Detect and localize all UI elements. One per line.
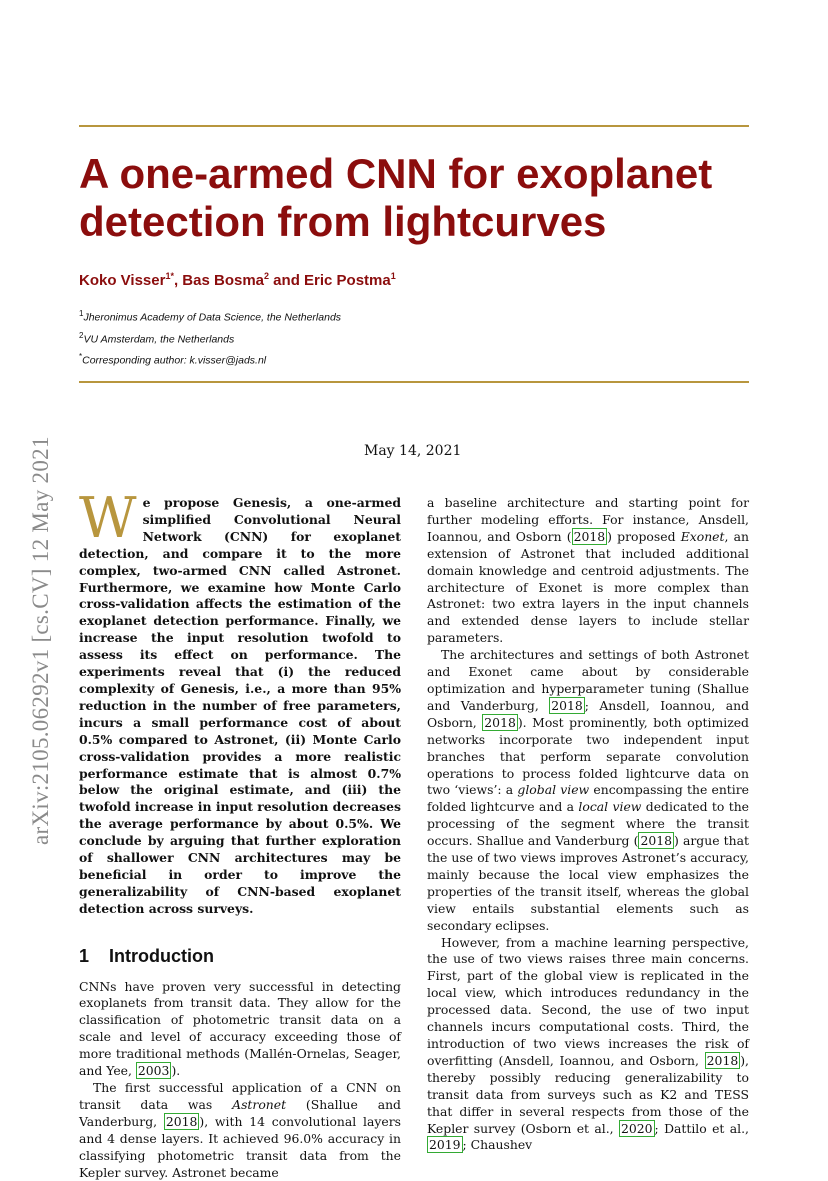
body-text: ; Dattilo et al., bbox=[654, 1120, 749, 1136]
paper-title: A one-armed CNN for exoplanet detection from lightcurves bbox=[79, 150, 713, 245]
body-text: , an extension of Astronet that included additional domain knowledge and centroid adjustments. The architecture of Exonet is more complex than Astronet: two extra layers in the input channels and extended dense layers to include stellar parameters. bbox=[427, 528, 749, 646]
arxiv-stamp bbox=[24, 350, 54, 850]
arxiv-id: arXiv:2105.06292v1 [cs.CV] 12 May 2021 bbox=[28, 436, 53, 845]
emphasis-text: Exonet bbox=[680, 528, 725, 544]
body-text: However, from a machine learning perspective, the use of two views raises three main concerns. First, part of the global view is replicated in the local view, which introduces redundancy in the processed data. Second, the use of two input channels incurs computational costs. Third, the introduction of two views increases the risk of overfitting (Ansdell, Ioannou, and Osborn, bbox=[427, 934, 749, 1068]
abstract-dropcap: W bbox=[79, 486, 137, 551]
author-separator: , bbox=[173, 272, 183, 289]
emphasis-text: Astronet bbox=[232, 1096, 287, 1112]
affiliation-item bbox=[79, 348, 341, 370]
section-number: 1 bbox=[79, 945, 90, 966]
author-mark: 2 bbox=[264, 271, 270, 281]
author-list bbox=[79, 271, 396, 289]
citation-link[interactable]: 2018 bbox=[484, 714, 516, 730]
body-text: ; Chaushev bbox=[462, 1137, 533, 1153]
citation-link[interactable]: 2019 bbox=[429, 1137, 461, 1153]
citation-link[interactable]: 2018 bbox=[573, 528, 606, 544]
body-text: CNNs have proven very successful in detecting exoplanets from transit data. They allow for the classification of photometric transit data on a scale and level of accuracy exceeding those of more traditional methods (Mallén-Ornelas, Seager, and Yee, bbox=[79, 978, 401, 1079]
emphasis-text: global view bbox=[517, 782, 590, 798]
body-text: ). Most prominently, both optimized networks incorporate two independent input branches that perform separate convolution operations to process folded lightcurve data on two ‘views’: a bbox=[427, 714, 749, 798]
right-column bbox=[427, 495, 749, 1154]
intro-paragraph-2 bbox=[79, 1080, 401, 1181]
body-text: encompassing the entire folded lightcurve and a bbox=[427, 782, 749, 815]
body-text: a baseline architecture and starting point for further modeling efforts. For instance, Ansdell, Ioannou, and Osborn ( bbox=[427, 495, 749, 544]
body-text: The first successful application of a CNN on transit data was bbox=[79, 1080, 401, 1112]
body-text: ), thereby possibly reducing generalizability to transit data from surveys such as K2 and TESS that differ in several respects from those of the Kepler survey (Osborn et al., bbox=[427, 1052, 749, 1136]
citation-link[interactable]: 2018 bbox=[706, 1052, 739, 1068]
body-text: ), with 14 convolutional layers and 4 dense layers. It achieved 96.0% accuracy in classifying photometric transit data from the Kepler survey. Astronet became bbox=[79, 1113, 401, 1180]
top-rule bbox=[79, 125, 749, 127]
citation-link[interactable]: 2018 bbox=[551, 697, 583, 713]
author-name: Koko Visser bbox=[79, 272, 166, 289]
body-text: The architectures and settings of both Astronet and Exonet came about by considerable optimization and hyperparameter tuning (Shallue and Vanderburg, bbox=[427, 647, 749, 713]
abstract bbox=[79, 486, 402, 918]
body-text: ) proposed bbox=[607, 528, 681, 544]
section-title: Introduction bbox=[109, 945, 214, 966]
emphasis-text: local view bbox=[578, 799, 642, 815]
body-text: ; Ansdell, Ioannou, and Osborn, bbox=[427, 697, 749, 730]
affiliation-text: Corresponding author: k.visser@jads.nl bbox=[82, 354, 267, 367]
body-text: ). bbox=[171, 1063, 181, 1079]
bottom-rule bbox=[79, 381, 749, 383]
right-paragraph-2 bbox=[427, 647, 749, 934]
affiliation-item bbox=[79, 305, 341, 327]
intro-paragraph-1 bbox=[79, 979, 401, 1080]
citation-link[interactable]: 2003 bbox=[137, 1063, 170, 1079]
paper-date: May 14, 2021 bbox=[364, 443, 462, 459]
affiliation-mark: * bbox=[79, 352, 83, 361]
body-text: (Shallue and Vanderburg, bbox=[79, 1096, 401, 1129]
right-paragraph-1 bbox=[427, 495, 749, 647]
author-name: Eric Postma bbox=[304, 272, 391, 289]
right-paragraph-3 bbox=[427, 935, 749, 1155]
citation-link[interactable]: 2020 bbox=[620, 1120, 653, 1136]
citation-link[interactable]: 2018 bbox=[640, 833, 673, 849]
left-column bbox=[79, 486, 402, 1181]
affiliation-mark: 1 bbox=[79, 309, 84, 318]
affiliation-item bbox=[79, 327, 341, 349]
author-name: Bas Bosma bbox=[182, 272, 264, 289]
affiliation-text: Jheronimus Academy of Data Science, the Netherlands bbox=[83, 311, 342, 324]
author-mark: 1 bbox=[390, 271, 396, 281]
author-mark: 1* bbox=[165, 271, 174, 281]
abstract-text: e propose Genesis, a one-armed simplified Convolutional Neural Network (CNN) for exoplanet detection, and compare it to the more complex, two-armed CNN called Astronet. Furthermore, we examine how Monte Carlo cross-validation affects the estimation of the exoplanet detection performance. Finally, we increase the input resolution twofold to assess its effect on performance. The experiments reveal that (i) the reduced complexity of Genesis, i.e., a more than 95% reduction in the number of free parameters, incurs a small performance cost of about 0.5% compared to Astronet, (ii) Monte Carlo cross-validation provides a more realistic performance estimate that is almost 0.7% below the original estimate, and (iii) the twofold increase in input resolution decreases the average performance by about 0.5%. We conclude by arguing that further exploration of shallower CNN architectures may be beneficial in order to improve the generalizability of CNN-based exoplanet detection across surveys. bbox=[79, 495, 402, 916]
affiliation-text: VU Amsterdam, the Netherlands bbox=[83, 333, 235, 345]
body-text: dedicated to the processing of the segment where the transit occurs. Shallue and Vanderburg ( bbox=[427, 799, 750, 849]
body-text: ) argue that the use of two views improves Astronet’s accuracy, mainly because the local view emphasizes the properties of the transit itself, whereas the global view entails substantial elements such as secondary eclipses. bbox=[427, 833, 750, 933]
affiliation-list bbox=[79, 305, 341, 370]
affiliation-mark: 2 bbox=[79, 330, 84, 340]
section-heading bbox=[79, 945, 401, 966]
citation-link[interactable]: 2018 bbox=[165, 1113, 198, 1129]
author-separator: and bbox=[269, 272, 305, 289]
